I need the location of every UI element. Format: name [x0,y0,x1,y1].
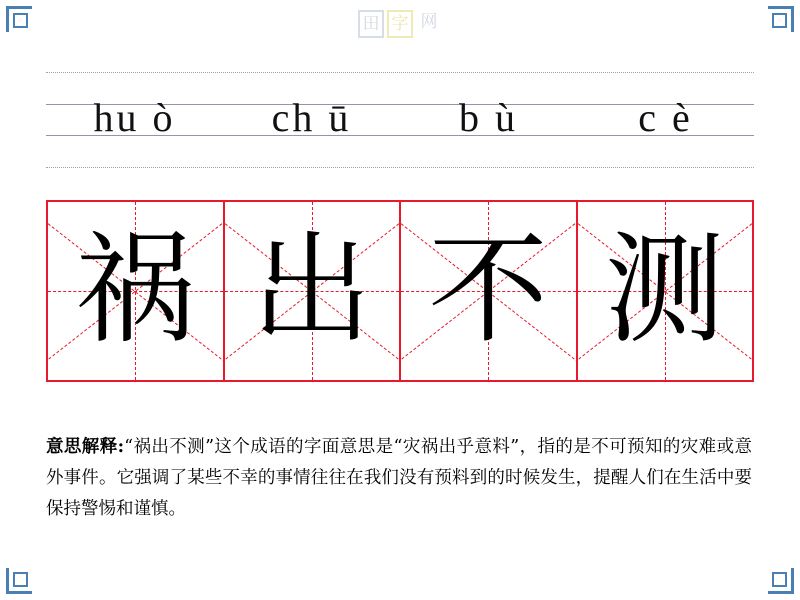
pinyin-4: c è [638,94,693,140]
character-4: 测 [604,221,725,360]
site-logo [358,10,442,38]
logo-glyph-1: 田 [358,10,384,38]
character-grid [46,200,754,382]
corner-ornament-top-left [6,6,32,32]
corner-ornament-bottom-right [768,568,794,594]
pinyin-2: ch ū [271,94,352,140]
pinyin-row [46,72,754,168]
character-box-2 [223,200,402,382]
explanation-label: 意思解释: [46,437,125,457]
character-box-3 [399,200,578,382]
character-1: 祸 [75,221,196,360]
corner-ornament-bottom-left [6,568,32,594]
character-3: 不 [428,221,549,360]
corner-ornament-top-right [768,6,794,32]
pinyin-3: b ù [459,94,518,140]
character-2: 出 [251,221,372,360]
character-box-4 [576,200,755,382]
character-box-1 [46,200,225,382]
pinyin-staff [46,72,754,168]
explanation-block [46,432,752,525]
logo-glyph-3: 网 [420,12,438,32]
pinyin-1: hu ò [93,94,176,140]
logo-glyph-2: 字 [387,10,413,38]
explanation-text: “祸出不测”这个成语的字面意思是“灾祸出乎意料”，指的是不可预知的灾难或意外事件。它强调了某些不幸的事情往往在我们没有预料到的时候发生，提醒人们在生活中要保持警惕和谨慎。 [46,437,752,519]
